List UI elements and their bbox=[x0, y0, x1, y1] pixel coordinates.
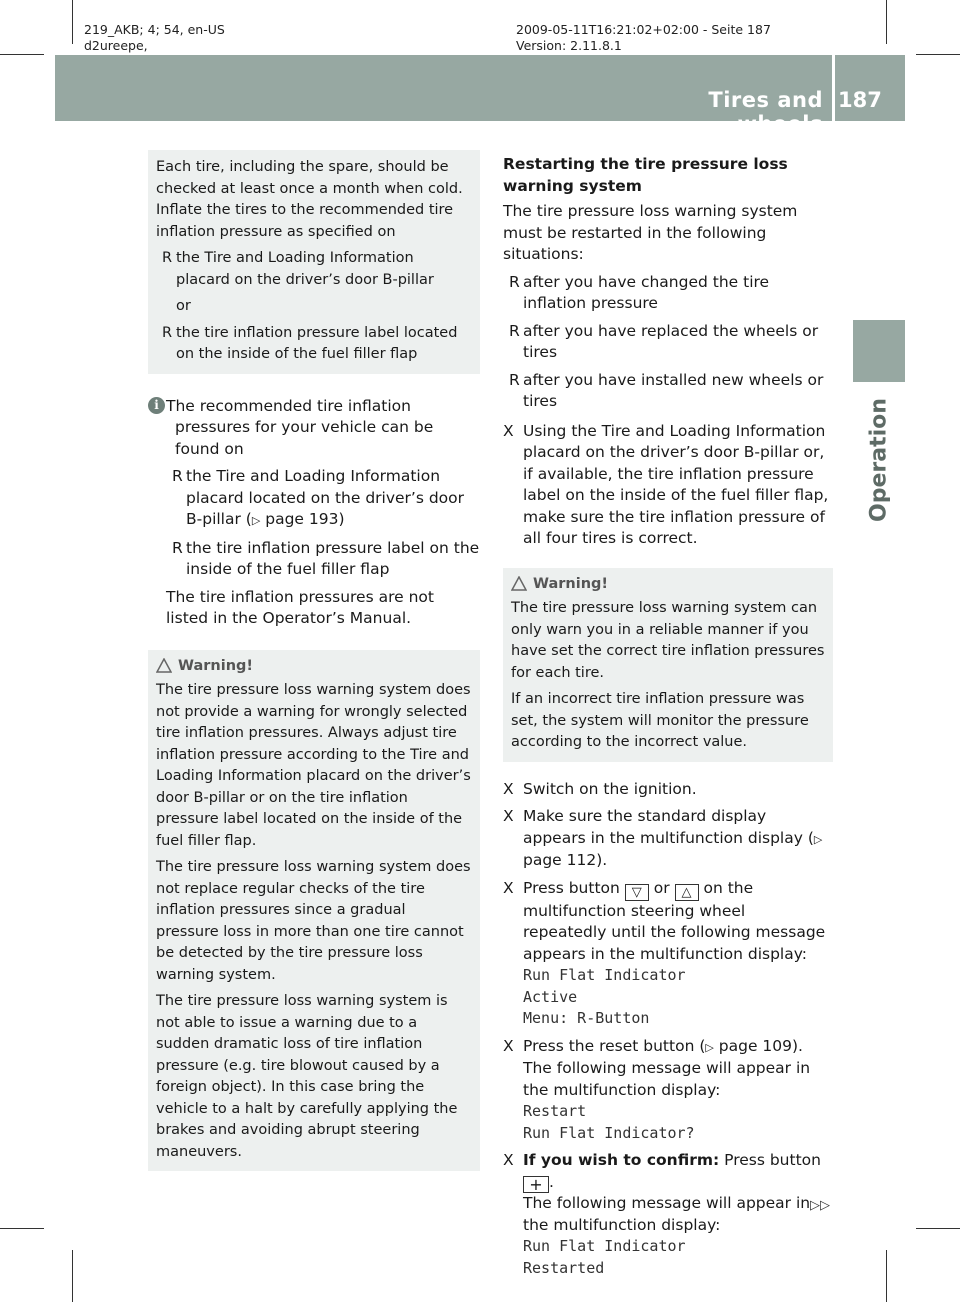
list-item: R the Tire and Loading Information placard on the driver’s door B-pillar bbox=[162, 250, 434, 288]
message-line: Menu: R-Button bbox=[523, 1009, 650, 1027]
step-item: X Make sure the standard display appears in the multifunction display (▷ page 112). bbox=[503, 807, 823, 869]
header-separator bbox=[832, 55, 835, 121]
info-icon: i bbox=[148, 397, 165, 414]
or-text: or bbox=[176, 298, 191, 314]
message-line: Run Flat Indicator bbox=[523, 1237, 686, 1255]
warning-heading: Warning! bbox=[511, 574, 825, 596]
bullet-marker: R bbox=[509, 321, 520, 340]
paragraph: The tire inflation pressures are not listed in the Operator’s Manual. bbox=[166, 587, 434, 627]
list-item: R after you have changed the tire inflation pressure bbox=[509, 272, 770, 312]
paragraph: The tire pressure loss warning system must be restarted in the following situations: bbox=[503, 202, 798, 263]
step-marker: X bbox=[503, 779, 514, 798]
crop-mark bbox=[916, 54, 960, 55]
message-line: Run Flat Indicator bbox=[523, 966, 686, 984]
crop-mark bbox=[0, 54, 44, 55]
continued-arrow-icon: ▷▷ bbox=[810, 1198, 830, 1213]
paragraph: Each tire, including the spare, should be checked at least once a month when cold. Inflate the tires to the recommended tire inflation pressure as specified on bbox=[156, 159, 463, 240]
warning-triangle-icon bbox=[511, 576, 527, 591]
step-marker: X bbox=[503, 807, 514, 825]
page-reference[interactable]: page 193) bbox=[265, 510, 345, 528]
crop-mark bbox=[72, 0, 73, 44]
step-marker: X bbox=[503, 878, 514, 897]
paragraph: The tire pressure loss warning system can only warn you in a reliable manner if you have set the correct tire inflation pressures for each tire. bbox=[511, 600, 825, 681]
ref-arrow-icon: ▷ bbox=[251, 514, 261, 527]
list-item: R the Tire and Loading Information placard located on the driver’s door B-pillar (▷ page 193) bbox=[172, 467, 465, 528]
warning-box bbox=[148, 650, 480, 1172]
warning-triangle-icon bbox=[156, 658, 172, 673]
section-heading: Restarting the tire pressure loss warning system bbox=[503, 155, 788, 195]
step-marker: X bbox=[503, 1036, 514, 1055]
step-item: X Press button ▽ or △ on the multifunction steering wheel repeatedly until the following message appears in the multifunction display: Run Flat Indicator Active Menu: R-Button bbox=[503, 878, 833, 1030]
crop-mark bbox=[0, 1228, 44, 1229]
section-title: Tires and wheels bbox=[708, 88, 823, 136]
display-message bbox=[523, 1236, 833, 1279]
paragraph: The tire pressure loss warning system is not able to issue a warning due to a sudden dramatic loss of tire inflation pressure (e.g. tire blowout caused by a foreign object). In this case bring the vehicle to a halt by carefully applying the brakes and avoiding abrupt steering maneuvers. bbox=[156, 993, 458, 1160]
step-item: X Press the reset button (▷ page 109). The following message will appear in the multifunction display: Restart Run Flat Indicator? bbox=[503, 1036, 833, 1145]
crop-mark bbox=[886, 0, 887, 44]
warning-box bbox=[503, 568, 833, 762]
side-tab-label: Operation bbox=[866, 398, 892, 522]
list-item: R the tire inflation pressure label on the inside of the fuel filler flap bbox=[172, 538, 480, 578]
side-tab-marker bbox=[853, 320, 905, 382]
warning-heading: Warning! bbox=[156, 656, 472, 678]
step-item: X Switch on the ignition. bbox=[503, 779, 833, 801]
right-column bbox=[503, 154, 833, 1279]
bullet-marker: R bbox=[162, 250, 173, 266]
condition-label: If you wish to confirm: bbox=[523, 1151, 720, 1169]
print-meta-left bbox=[84, 22, 225, 54]
bullet-marker: R bbox=[172, 538, 183, 557]
display-message bbox=[523, 1101, 833, 1144]
ref-arrow-icon: ▷ bbox=[705, 1040, 714, 1054]
message-line: Run Flat Indicator? bbox=[523, 1123, 695, 1142]
print-meta-right bbox=[516, 22, 771, 54]
step-item: X If you wish to confirm: Press button + . The following message will appear in the multifunction display: Run Flat Indicator Restarted bbox=[503, 1150, 833, 1279]
message-line: Restarted bbox=[523, 1258, 605, 1277]
paragraph: The tire pressure loss warning system does not provide a warning for wrongly selected tire inflation pressures. Always adjust tire inflation pressure according to the Tire and Loading Information placard on the driver’s door B-pillar or on the tire inflation pressure label located on the inside of the fuel filler flap. bbox=[156, 682, 471, 849]
message-line: Restart bbox=[523, 1102, 587, 1120]
page-reference[interactable]: page 112). bbox=[523, 851, 608, 869]
meta-line: 2009-05-11T16:21:02+02:00 - Seite 187 bbox=[516, 22, 771, 37]
page-number: 187 bbox=[838, 88, 882, 112]
bullet-marker: R bbox=[509, 370, 520, 389]
paragraph: The recommended tire inflation pressures for your vehicle can be found on bbox=[166, 396, 434, 458]
plus-button-icon: + bbox=[523, 1176, 549, 1193]
meta-line: 219_AKB; 4; 54, en-US bbox=[84, 22, 225, 37]
crop-mark bbox=[72, 1250, 73, 1302]
left-column bbox=[148, 150, 480, 1171]
info-note bbox=[148, 396, 480, 630]
step-marker: X bbox=[503, 1151, 514, 1169]
crop-mark bbox=[886, 1250, 887, 1302]
bullet-marker: R bbox=[172, 467, 183, 485]
bullet-marker: R bbox=[509, 272, 520, 291]
arrow-up-button-icon: ▽ bbox=[625, 884, 649, 901]
page-reference[interactable]: page 109). bbox=[718, 1036, 803, 1055]
list-item: R after you have installed new wheels or tires bbox=[509, 370, 824, 410]
message-line: Active bbox=[523, 987, 578, 1006]
paragraph: The tire pressure loss warning system does not replace regular checks of the tire inflation pressures since a gradual pressure loss in more than one tire cannot be detected by the tire pressure loss warning system. bbox=[156, 859, 471, 983]
bullet-marker: R bbox=[162, 324, 173, 341]
step-item: X Using the Tire and Loading Information placard on the driver’s door B-pillar or, if available, the tire inflation pressure label on the inside of the fuel filler flap, make sure the tire inflation pressure of all four tires is correct. bbox=[503, 421, 829, 547]
display-message bbox=[523, 965, 833, 1030]
list-item: R the tire inflation pressure label located on the inside of the fuel filler flap bbox=[162, 324, 458, 362]
step-marker: X bbox=[503, 421, 514, 440]
list-item: R after you have replaced the wheels or tires bbox=[509, 321, 819, 361]
info-box bbox=[148, 150, 480, 374]
arrow-down-button-icon: △ bbox=[675, 884, 699, 901]
ref-arrow-icon: ▷ bbox=[813, 832, 823, 846]
crop-mark bbox=[916, 1228, 960, 1229]
paragraph: If an incorrect tire inflation pressure was set, the system will monitor the pressure according to the incorrect value. bbox=[511, 691, 809, 750]
meta-line: Version: 2.11.8.1 bbox=[516, 38, 622, 53]
meta-line: d2ureepe, bbox=[84, 38, 148, 53]
